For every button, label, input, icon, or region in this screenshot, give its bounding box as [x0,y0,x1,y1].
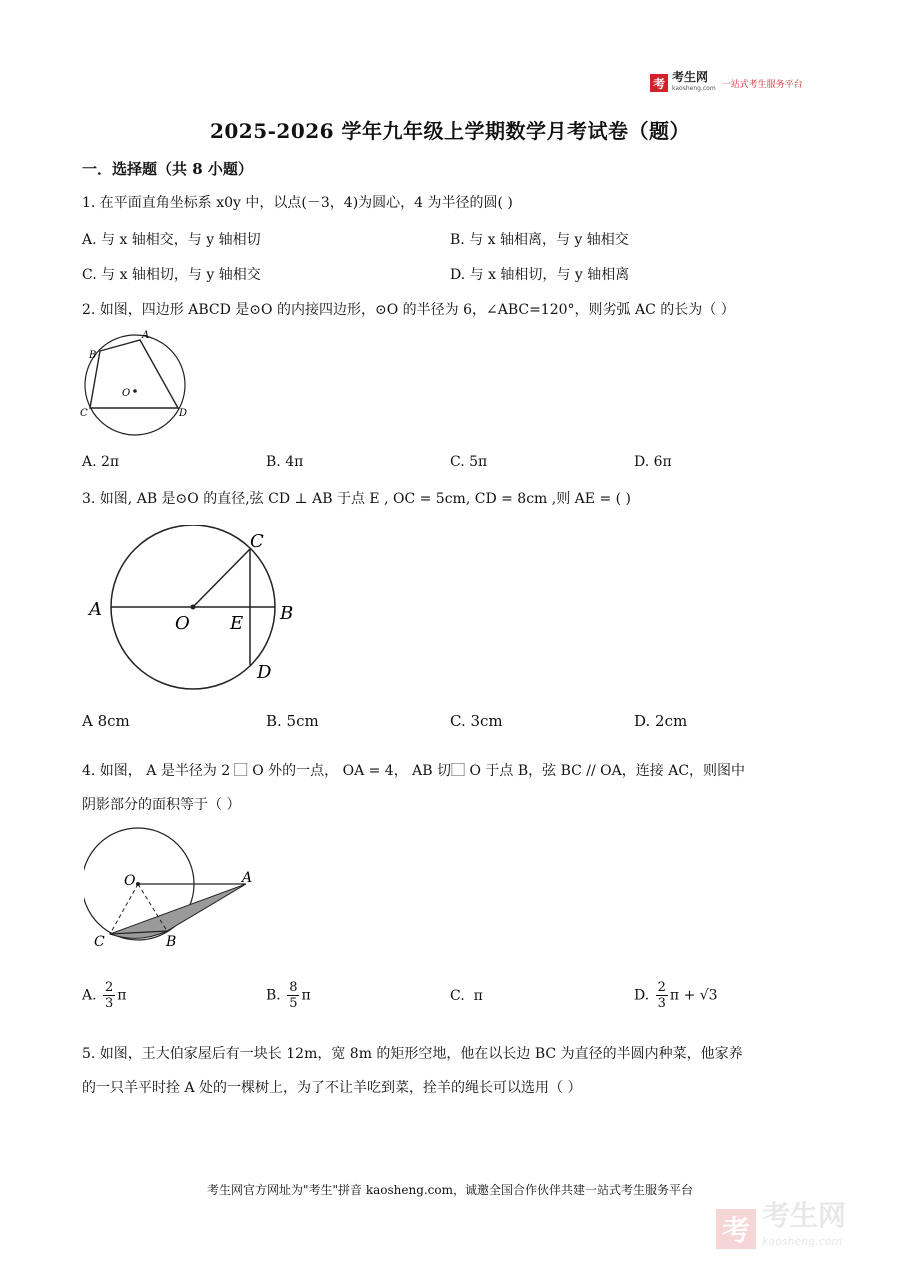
q3-label-b: B [280,603,294,624]
q1-stem: 1. 在平面直角坐标系 x0y 中，以点(－3，4)为圆心，4 为半径的圆( ) [82,195,513,211]
brand-logo [650,72,803,94]
q2-stem: 2. 如图，四边形 ABCD 是⊙O 的内接四边形，⊙O 的半径为 6，∠ABC=120°，则劣弧 AC 的长为（ ） [82,302,735,318]
q2-option-b: B. 4π [266,454,304,470]
watermark-text: 考生网 [762,1199,847,1232]
q3-option-c: C. 3cm [450,712,503,730]
q1-option-c: C. 与 x 轴相切，与 y 轴相交 [82,267,261,283]
brand-slogan: 一站式考生服务平台 [721,79,803,90]
q4-option-b-denominator: 5 [289,996,298,1011]
brand-name: 考生网 [672,70,709,84]
q5-stem-line2: 的一只羊平时拴 A 处的一棵树上，为了不让羊吃到菜，拴羊的绳长可以选用（ ） [82,1080,582,1096]
watermark [716,1199,847,1255]
q1-option-d: D. 与 x 轴相切，与 y 轴相离 [450,267,630,283]
q2-label-c: C [80,408,88,419]
q4-option-d-label: D. [634,987,650,1004]
q4-option-b-numerator: 8 [289,980,298,995]
q4-stem-line1: 4. 如图， A 是半径为 2 ⃞ O 外的一点， OA = 4， AB 切⃞ O 于点 B，弦 BC // OA，连接 AC，则图中 [82,763,746,779]
q2-circle [85,335,188,435]
q4-option-c [450,988,483,1004]
q2-quadrilateral [90,340,178,408]
q3-option-d: D. 2cm [634,712,688,730]
q3-label-d: D [257,662,272,683]
q4-label-o: O [124,873,136,889]
q4-option-d-expression: π + √3 [669,987,718,1004]
brand-domain: kaosheng.com [672,85,716,92]
q4-option-d-fraction [656,980,668,1011]
q3-radius-oc [193,549,250,607]
watermark-logo-icon: 考 [716,1209,756,1249]
q4-shaded-region [110,884,246,938]
q3-label-o: O [175,613,190,634]
q4-option-d-denominator: 3 [657,996,666,1011]
section-heading: 一．选择题（共 8 小题） [82,160,253,178]
q2-option-c: C. 5π [450,454,488,470]
q4-option-c-pi: π [473,988,483,1004]
q4-option-a-numerator: 2 [105,980,114,995]
brand-icon: 考 [650,74,668,92]
q2-label-d: D [179,408,188,419]
q2-option-a: A. 2π [82,454,120,470]
q4-option-a [82,980,127,1011]
q3-option-a: A 8cm [82,712,130,730]
q2-option-d: D. 6π [634,454,672,470]
q1-option-a: A. 与 x 轴相交，与 y 轴相切 [82,232,261,248]
page-footer: 考生网官方网址为"考生"拼音 kaosheng.com，诚邀全国合作伙伴共建一站式考生服务平台 [206,1183,694,1197]
q2-label-o: O [122,388,131,399]
q3-figure [84,525,314,695]
q4-label-c: C [94,934,105,950]
page-title: 2025-2026 学年九年级上学期数学月考试卷（题） [209,119,691,143]
q2-label-a: A [142,330,150,341]
q4-option-a-fraction [103,980,115,1011]
q2-center-dot [133,389,137,393]
q4-label-a: A [242,870,253,886]
q4-option-d [634,980,718,1011]
q4-option-b-fraction [287,980,299,1011]
q2-figure [78,328,198,443]
q3-label-e: E [230,613,244,634]
q3-stem: 3. 如图, AB 是⊙O 的直径,弦 CD ⊥ AB 于点 E , OC = 5cm, CD = 8cm ,则 AE = ( ) [82,491,632,507]
q4-option-d-numerator: 2 [657,980,666,995]
q4-stem-line2: 阴影部分的面积等于（ ） [82,797,241,813]
q4-option-a-label: A. [82,987,97,1004]
q4-label-b: B [166,934,177,950]
q3-label-c: C [250,531,264,552]
q4-option-b [266,980,311,1011]
q4-option-c-label: C. [450,988,465,1004]
q5-stem-line1: 5. 如图，王大伯家屋后有一块长 12m，宽 8m 的矩形空地，他在以长边 BC 为直径的半圆内种菜，他家养 [82,1046,743,1062]
q1-option-b: B. 与 x 轴相离，与 y 轴相交 [450,232,629,248]
q3-label-a: A [89,599,102,620]
q4-option-b-pi: π [301,987,311,1004]
q3-center-dot [191,605,196,610]
q3-option-b: B. 5cm [266,712,319,730]
q4-option-a-pi: π [117,987,127,1004]
q4-option-b-label: B. [266,987,281,1004]
q4-figure [84,826,264,951]
q4-center-dot [136,882,140,886]
q4-option-a-denominator: 3 [105,996,114,1011]
q2-label-b: B [89,350,97,361]
watermark-domain: kaosheng.com [762,1235,843,1248]
